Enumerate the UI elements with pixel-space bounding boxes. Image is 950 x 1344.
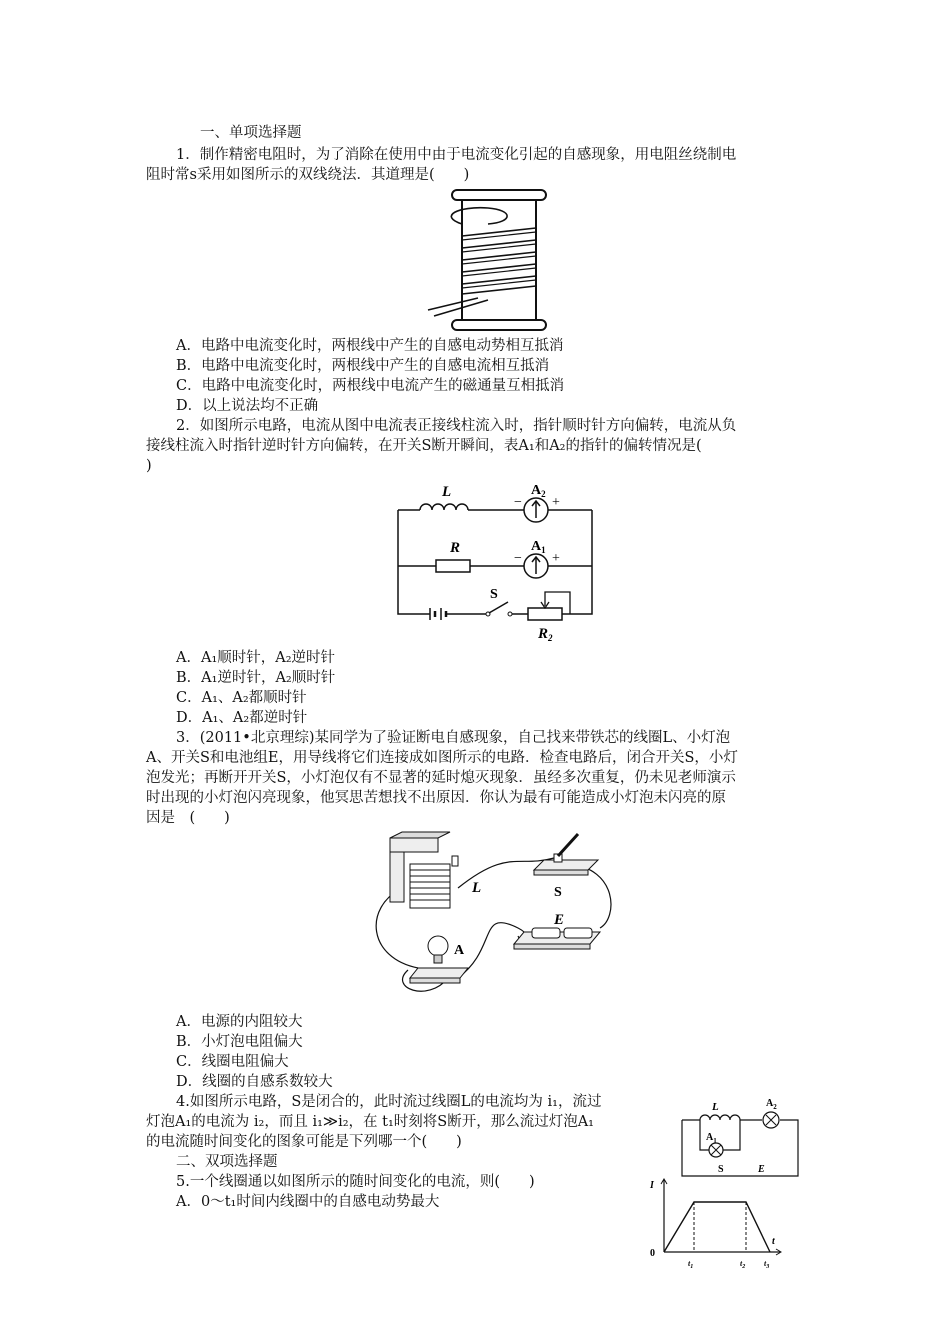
label-R: R [450, 540, 461, 556]
q3-option-b: B．小灯泡电阻偏大 [176, 1034, 303, 1050]
q3-stem-line3: 泡发光；再断开开关S，小灯泡仅有不显著的延时熄灭现象．虽经多次重复，仍未见老师演示 [146, 770, 736, 786]
label-A-lamp: A [454, 943, 465, 958]
current-series-line [664, 1202, 770, 1252]
label-L-coil: L [472, 880, 482, 896]
q1-option-d: D．以上说法均不正确 [176, 398, 319, 414]
q2-stem-line3: ) [146, 458, 152, 474]
q4-stem-line3: 的电流随时间变化的图象可能是下列哪一个( ) [146, 1134, 462, 1150]
label-S-switch: S [554, 885, 562, 900]
q1-option-b: B．电路中电流变化时，两根线中产生的自感电流相互抵消 [176, 358, 550, 374]
q1-stem-line1: 1．制作精密电阻时，为了消除在使用中由于电流变化引起的自感现象，用电阻丝绕制电 [176, 147, 737, 163]
q4-stem-line2: 灯泡A₁的电流为 i₂，而且 i₁≫i₂，在 t₁时刻将S断开，那么流过灯泡A₁ [146, 1114, 594, 1130]
label-S-q4: S [718, 1164, 724, 1175]
label-E-q4: E [758, 1164, 765, 1175]
tick-label-t2: $t_2$ [740, 1259, 746, 1270]
svg-text:−: − [514, 551, 522, 566]
label-A2: $A_2$ [531, 483, 546, 499]
q2-option-d: D．A₁、A₂都逆时针 [176, 710, 308, 726]
q5-stem: 5.一个线圈通以如图所示的随时间变化的电流，则( ) [176, 1174, 535, 1190]
q3-stem-line4: 时出现的小灯泡闪亮现象，他冥思苦想找不出原因．你认为最有可能造成小灯泡未闪亮的原 [146, 790, 726, 806]
q2-option-b: B．A₁逆时针，A₂顺时针 [176, 670, 336, 686]
axis-label-I: I [650, 1180, 654, 1191]
apparatus-figure-q3 [368, 828, 628, 1008]
label-R2: $R_2$ [538, 626, 553, 643]
label-A1: $A_1$ [531, 539, 546, 555]
q2-stem-line2: 接线柱流入时指针逆时针方向偏转，在开关S断开瞬间，表A₁和A₂的指针的偏转情况是( [146, 438, 702, 454]
label-A1-q4: $A_1$ [706, 1132, 717, 1145]
q2-option-a: A．A₁顺时针，A₂逆时针 [176, 650, 336, 666]
q3-stem-line5: 因是 ( ) [146, 810, 230, 826]
label-E-battery: E [554, 912, 565, 928]
q1-option-c: C．电路中电流变化时，两根线中电流产生的磁通量互相抵消 [176, 378, 565, 394]
q2-option-c: C．A₁、A₂都顺时针 [176, 690, 307, 706]
bifilar-coil-figure [418, 186, 578, 336]
q2-stem-line1: 2．如图所示电路，电流从图中电流表正接线柱流入时，指针顺时针方向偏转，电流从负 [176, 418, 737, 434]
svg-text:−: − [514, 495, 522, 510]
circuit-figure-q2 [390, 474, 610, 644]
origin-label: 0 [650, 1248, 655, 1259]
circuit-figure-q4 [676, 1092, 806, 1182]
label-A2-q4: $A_2$ [766, 1098, 777, 1111]
q4-stem-line1: 4.如图所示电路，S是闭合的，此时流过线圈L的电流均为 i₁，流过 [176, 1094, 602, 1110]
q3-stem-line2: A、开关S和电池组E，用导线将它们连接成如图所示的电路．检查电路后，闭合开关S，小灯 [146, 750, 738, 766]
q3-option-d: D．线圈的自感系数较大 [176, 1074, 333, 1090]
section-title-single-choice: 一、单项选择题 [200, 125, 302, 141]
svg-text:+: + [552, 495, 560, 510]
label-L: L [442, 484, 452, 500]
q3-option-a: A．电源的内阻较大 [176, 1014, 303, 1030]
current-time-graph [640, 1176, 790, 1272]
q3-option-c: C．线圈电阻偏大 [176, 1054, 289, 1070]
axis-label-t: t [772, 1236, 775, 1247]
q3-stem-line1: 3．(2011•北京理综)某同学为了验证断电自感现象，自己找来带铁芯的线圈L、小灯泡 [176, 730, 731, 746]
tick-label-t1: $t_1$ [688, 1259, 694, 1270]
q1-option-a: A．电路中电流变化时，两根线中产生的自感电动势相互抵消 [176, 338, 564, 354]
section-title-double-choice: 二、双项选择题 [176, 1154, 278, 1170]
label-S: S [490, 587, 498, 602]
q1-stem-line2: 阻时常s采用如图所示的双线绕法．其道理是( ) [146, 167, 470, 183]
svg-text:+: + [552, 551, 560, 566]
tick-label-t3: $t_3$ [764, 1259, 770, 1270]
q5-option-a: A．0～t₁时间内线圈中的自感电动势最大 [176, 1194, 440, 1210]
label-L-q4: L [712, 1101, 719, 1113]
